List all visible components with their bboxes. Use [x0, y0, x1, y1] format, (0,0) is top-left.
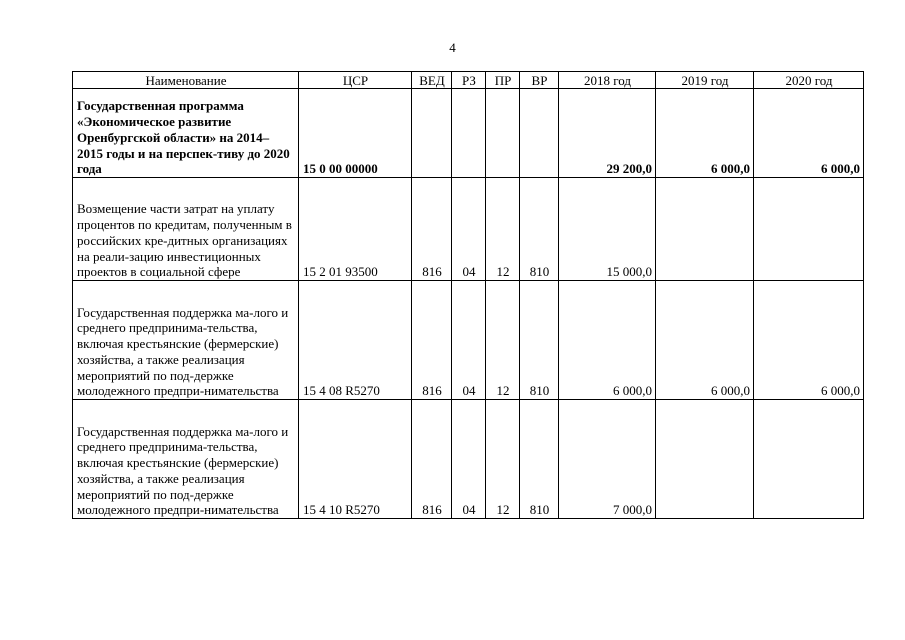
- table-row: [73, 89, 864, 178]
- header-2018: 2018 год: [559, 72, 656, 89]
- row-name-cell: [73, 400, 299, 519]
- row-vr: 810: [520, 400, 559, 519]
- page-number: 4: [449, 40, 456, 55]
- row-ved: 816: [412, 281, 452, 400]
- row-rz: 04: [452, 400, 486, 519]
- header-ved: ВЕД: [412, 72, 452, 89]
- header-vr: ВР: [520, 72, 559, 89]
- row-ved: 816: [412, 400, 452, 519]
- header-2020: 2020 год: [754, 72, 864, 89]
- header-pr: ПР: [486, 72, 520, 89]
- row-rz: 04: [452, 281, 486, 400]
- row-2019: 6 000,0: [656, 281, 754, 400]
- row-2019: [656, 178, 754, 281]
- row-name-cell: [73, 281, 299, 400]
- row-csr: 15 0 00 00000: [299, 89, 412, 178]
- table-row: [73, 178, 864, 281]
- header-name: Наименование: [73, 72, 299, 89]
- table-row: [73, 281, 864, 400]
- row-2018: 29 200,0: [559, 89, 656, 178]
- header-2019: 2019 год: [656, 72, 754, 89]
- row-vr: [520, 89, 559, 178]
- row-2018: 6 000,0: [559, 281, 656, 400]
- header-csr: ЦСР: [299, 72, 412, 89]
- row-rz: 04: [452, 178, 486, 281]
- row-pr: [486, 89, 520, 178]
- row-ved: 816: [412, 178, 452, 281]
- row-vr: 810: [520, 281, 559, 400]
- row-2019: [656, 400, 754, 519]
- row-2020: 6 000,0: [754, 281, 864, 400]
- table-header-row: [73, 72, 864, 89]
- row-2018: 15 000,0: [559, 178, 656, 281]
- row-pr: 12: [486, 281, 520, 400]
- row-name: Государственная поддержка ма-лого и среднего предпринима-тельства, включая крестьянские (фермерские) хозяйства, а также реализация мероприятий по под-держке молодежного предпри-нимательства: [77, 304, 289, 399]
- header-rz: РЗ: [452, 72, 486, 89]
- row-2020: 6 000,0: [754, 89, 864, 178]
- row-name-cell: [73, 178, 299, 281]
- row-name: Государственная программа «Экономическое развитие Оренбургской области» на 2014–2015 годы и на перспек-тиву до 2020 года: [77, 98, 290, 177]
- row-ved: [412, 89, 452, 178]
- budget-table: [72, 71, 864, 519]
- table-row: [73, 400, 864, 519]
- row-pr: 12: [486, 178, 520, 281]
- row-csr: 15 4 10 R5270: [299, 400, 412, 519]
- row-pr: 12: [486, 400, 520, 519]
- row-2018: 7 000,0: [559, 400, 656, 519]
- row-name: Возмещение части затрат на уплату процентов по кредитам, полученным в российских кре-дитных организациях на реали-зацию инвестиционных проектов в социальной сфере: [77, 201, 292, 280]
- row-2020: [754, 400, 864, 519]
- row-csr: 15 4 08 R5270: [299, 281, 412, 400]
- row-2020: [754, 178, 864, 281]
- row-vr: 810: [520, 178, 559, 281]
- row-csr: 15 2 01 93500: [299, 178, 412, 281]
- row-name-cell: [73, 89, 299, 178]
- row-2019: 6 000,0: [656, 89, 754, 178]
- row-rz: [452, 89, 486, 178]
- row-name: Государственная поддержка ма-лого и среднего предпринима-тельства, включая крестьянские (фермерские) хозяйства, а также реализация мероприятий по под-держке молодежного предпри-нимательства: [77, 423, 289, 518]
